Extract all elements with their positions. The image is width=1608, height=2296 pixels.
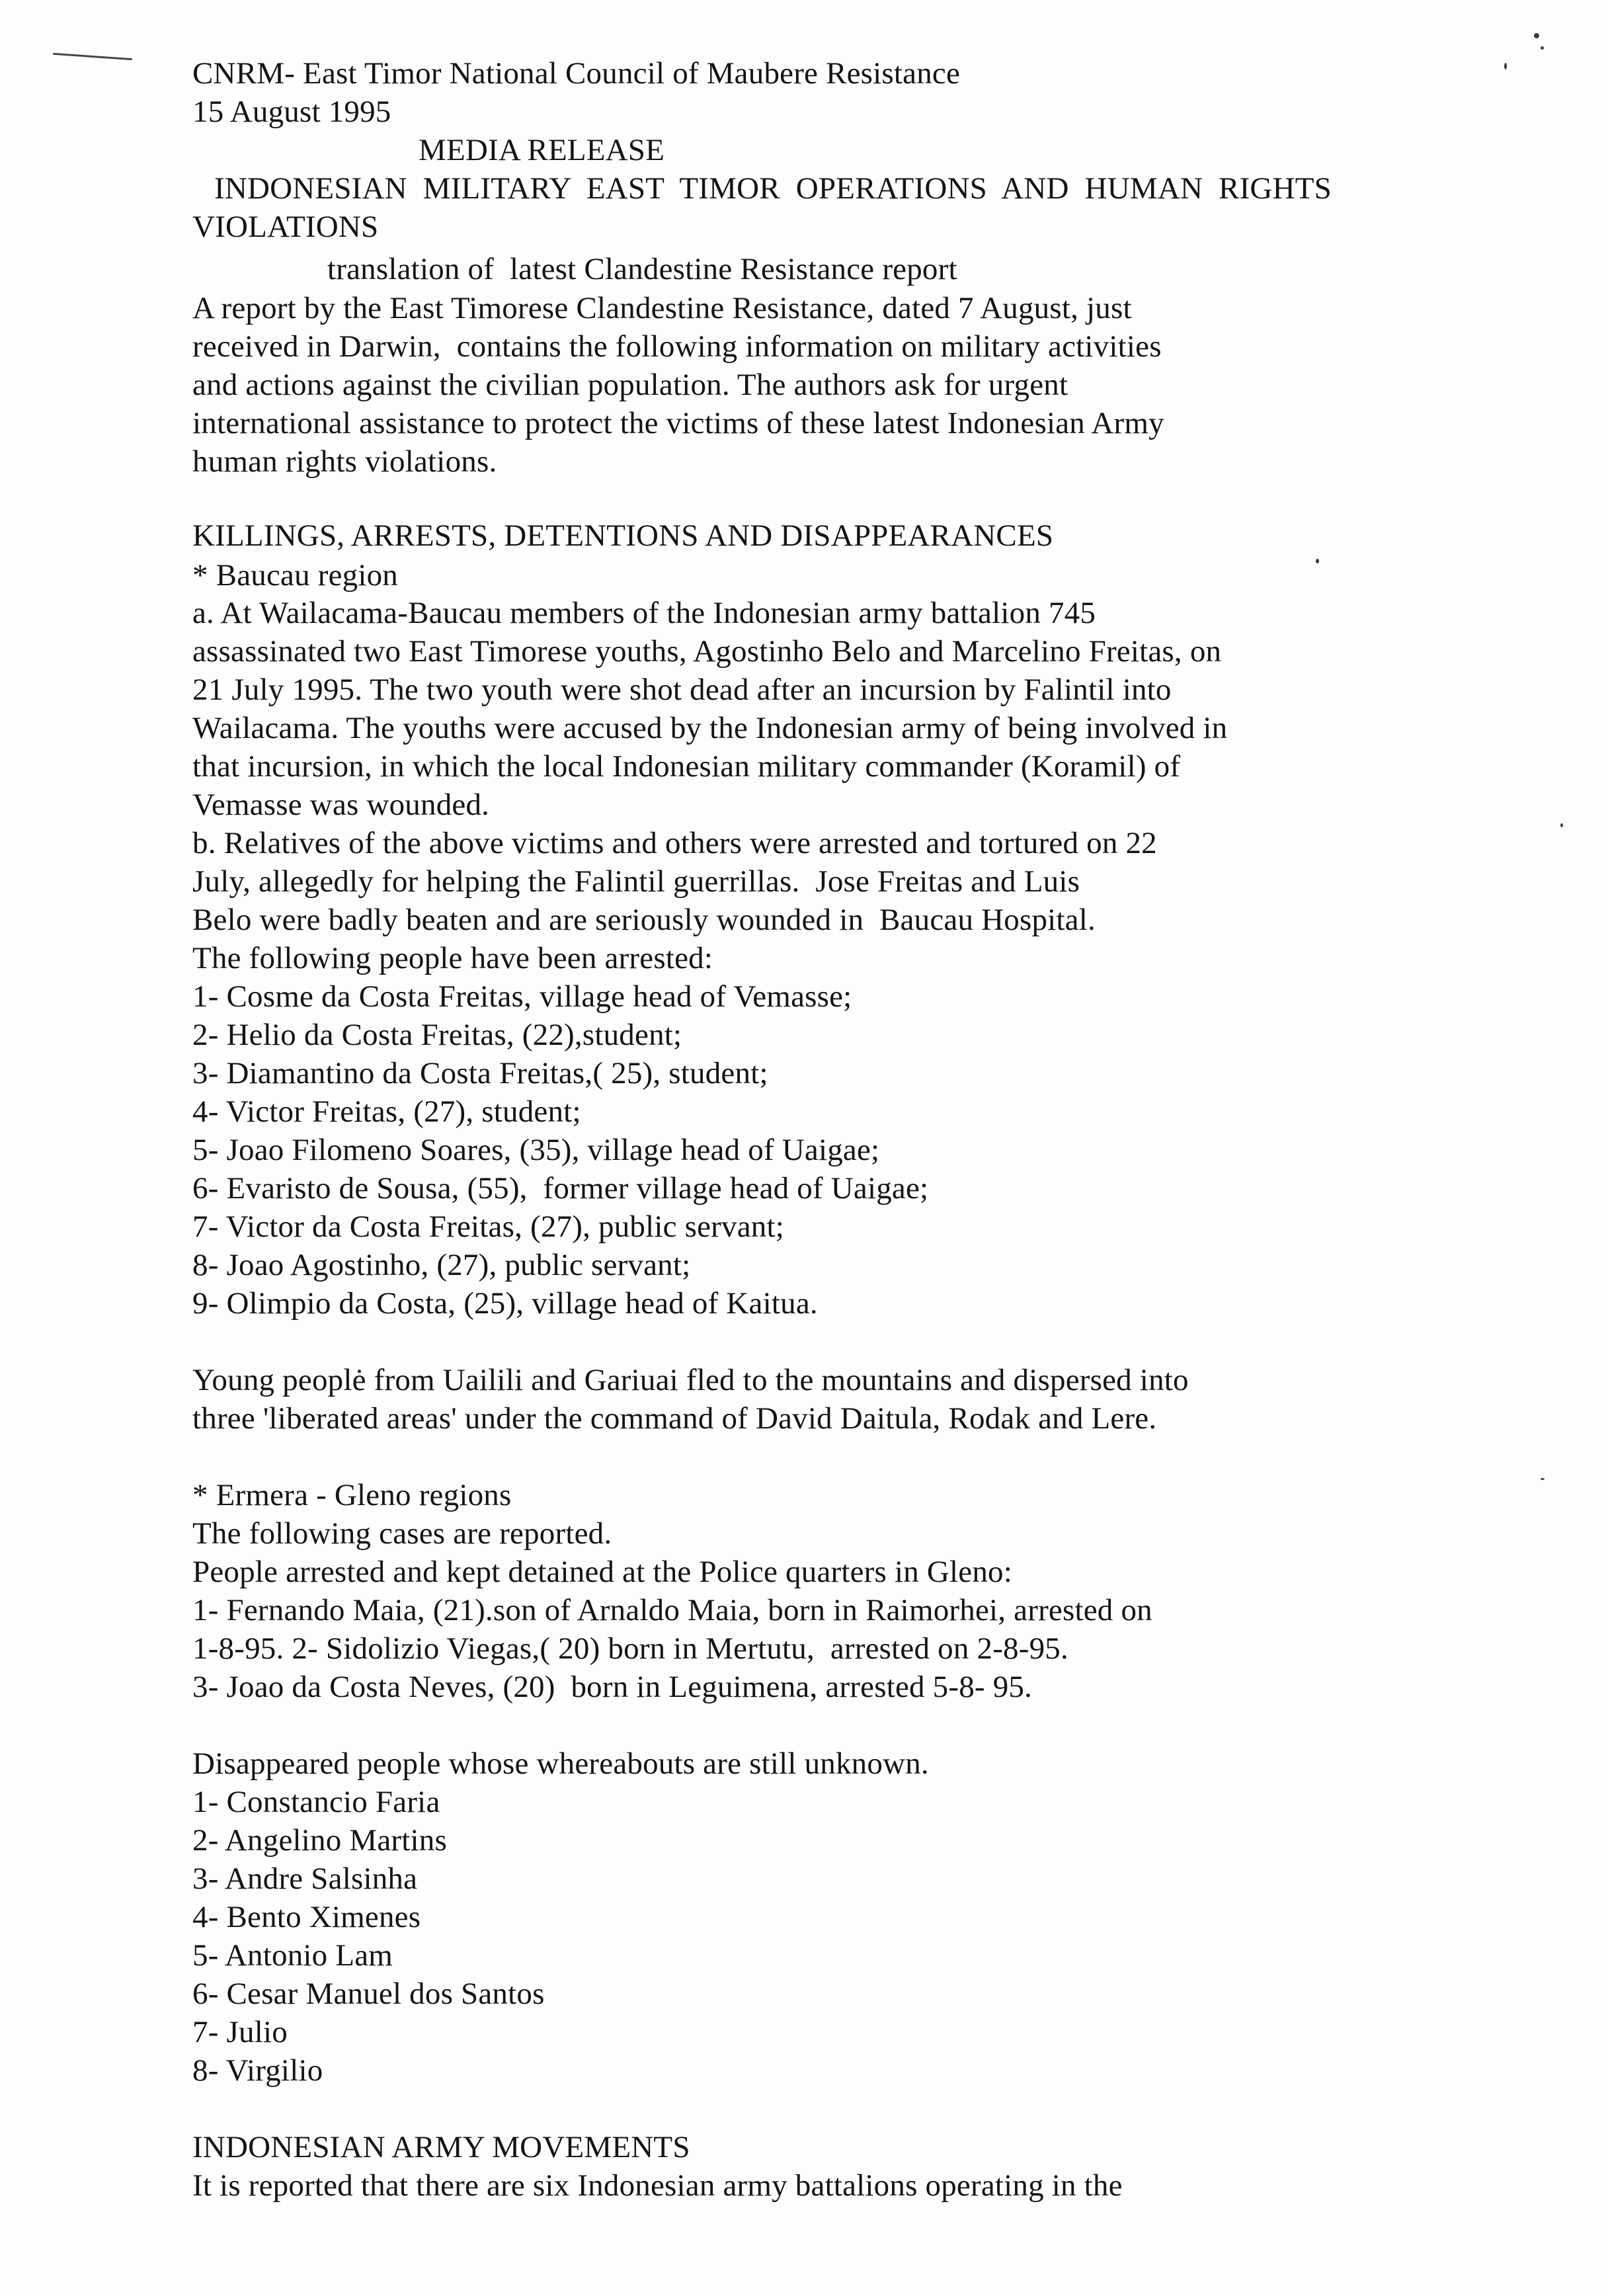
body-line: It is reported that there are six Indonesian army battalions operating in the (192, 2168, 1123, 2203)
list-item: 2- Angelino Martins (192, 1823, 447, 1858)
list-item: 7- Victor da Costa Freitas, (27), public servant; (192, 1210, 784, 1244)
intro-line: international assistance to protect the victims of these latest Indonesian Army (192, 406, 1164, 440)
intro-line: and actions against the civilian population. The authors ask for urgent (192, 368, 1068, 402)
intro-line: A report by the East Timorese Clandestine Resistance, dated 7 August, just (192, 291, 1132, 325)
body-line: three 'liberated areas' under the command of David Daitula, Rodak and Lere. (192, 1401, 1157, 1436)
scan-speck (1541, 46, 1544, 50)
release-subtitle: translation of latest Clandestine Resistance report (327, 252, 957, 286)
list-item: 8- Virgilio (192, 2053, 323, 2088)
body-line: b. Relatives of the above victims and others were arrested and tortured on 22 (192, 826, 1157, 860)
list-item: 1- Constancio Faria (192, 1785, 440, 1819)
body-line: a. At Wailacama-Baucau members of the Indonesian army battalion 745 (192, 596, 1096, 630)
header-organization: CNRM- East Timor National Council of Maubere Resistance (192, 56, 961, 91)
region-heading: * Ermera - Gleno regions (192, 1478, 512, 1512)
body-line: The following cases are reported. (192, 1516, 612, 1551)
body-line: 1- Fernando Maia, (21).son of Arnaldo Maia, born in Raimorhei, arrested on (192, 1593, 1152, 1627)
scan-speck (1560, 823, 1563, 827)
header-date: 15 August 1995 (192, 95, 391, 129)
list-item: 6- Cesar Manuel dos Santos (192, 1977, 545, 2011)
list-item: 8- Joao Agostinho, (27), public servant; (192, 1248, 691, 1282)
list-item: 7- Julio (192, 2015, 288, 2049)
body-line: Vemasse was wounded. (192, 788, 490, 822)
list-item: 5- Antonio Lam (192, 1938, 393, 1973)
body-line: People arrested and kept detained at the Police quarters in Gleno: (192, 1555, 1012, 1589)
region-heading: * Baucau region (192, 558, 399, 593)
scan-speck (1534, 33, 1539, 38)
list-item: 4- Victor Freitas, (27), student; (192, 1094, 581, 1129)
scan-speck (1504, 63, 1507, 69)
body-line: The following people have been arrested: (192, 941, 713, 975)
body-line: Belo were badly beaten and are seriously wounded in Baucau Hospital. (192, 903, 1096, 937)
body-line: Wailacama. The youths were accused by the Indonesian army of being involved in (192, 711, 1228, 745)
list-item: 5- Joao Filomeno Soares, (35), village head of Uaigae; (192, 1133, 880, 1167)
scan-speck (1316, 559, 1319, 563)
list-item: 1- Cosme da Costa Freitas, village head of Vemasse; (192, 979, 852, 1014)
list-item: 3- Andre Salsinha (192, 1862, 418, 1896)
scan-mark (53, 53, 132, 60)
body-line: Disappeared people whose whereabouts are still unknown. (192, 1746, 929, 1781)
intro-line: human rights violations. (192, 444, 497, 479)
body-line: 3- Joao da Costa Neves, (20) born in Leguimena, arrested 5-8- 95. (192, 1670, 1033, 1704)
body-line: July, allegedly for helping the Falintil guerrillas. Jose Freitas and Luis (192, 864, 1080, 899)
body-line: 21 July 1995. The two youth were shot dead after an incursion by Falintil into (192, 673, 1172, 707)
list-item: 2- Helio da Costa Freitas, (22),student; (192, 1018, 682, 1052)
scan-speck (1541, 1478, 1545, 1480)
list-item: 4- Bento Ximenes (192, 1900, 421, 1934)
body-line: that incursion, in which the local Indonesian military commander (Koramil) of (192, 749, 1181, 784)
body-line: assassinated two East Timorese youths, Agostinho Belo and Marcelino Freitas, on (192, 634, 1222, 669)
list-item: 9- Olimpio da Costa, (25), village head of Kaitua. (192, 1286, 818, 1321)
body-line: 1-8-95. 2- Sidolizio Viegas,( 20) born in Mertutu, arrested on 2-8-95. (192, 1631, 1068, 1666)
section-heading: INDONESIAN ARMY MOVEMENTS (192, 2130, 690, 2164)
list-item: 3- Diamantino da Costa Freitas,( 25), student; (192, 1056, 768, 1090)
section-heading: KILLINGS, ARRESTS, DETENTIONS AND DISAPPEARANCES (192, 518, 1054, 553)
release-title-line-2: VIOLATIONS (192, 210, 379, 244)
release-label: MEDIA RELEASE (419, 133, 665, 167)
list-item: 6- Evaristo de Sousa, (55), former village head of Uaigae; (192, 1171, 929, 1206)
intro-line: received in Darwin, contains the following information on military activities (192, 329, 1162, 364)
body-line: Young peoplė from Uailili and Gariuai fled to the mountains and dispersed into (192, 1363, 1189, 1397)
release-title-line-1: INDONESIAN MILITARY EAST TIMOR OPERATIONS AND HUMAN RIGHTS (214, 171, 1332, 206)
